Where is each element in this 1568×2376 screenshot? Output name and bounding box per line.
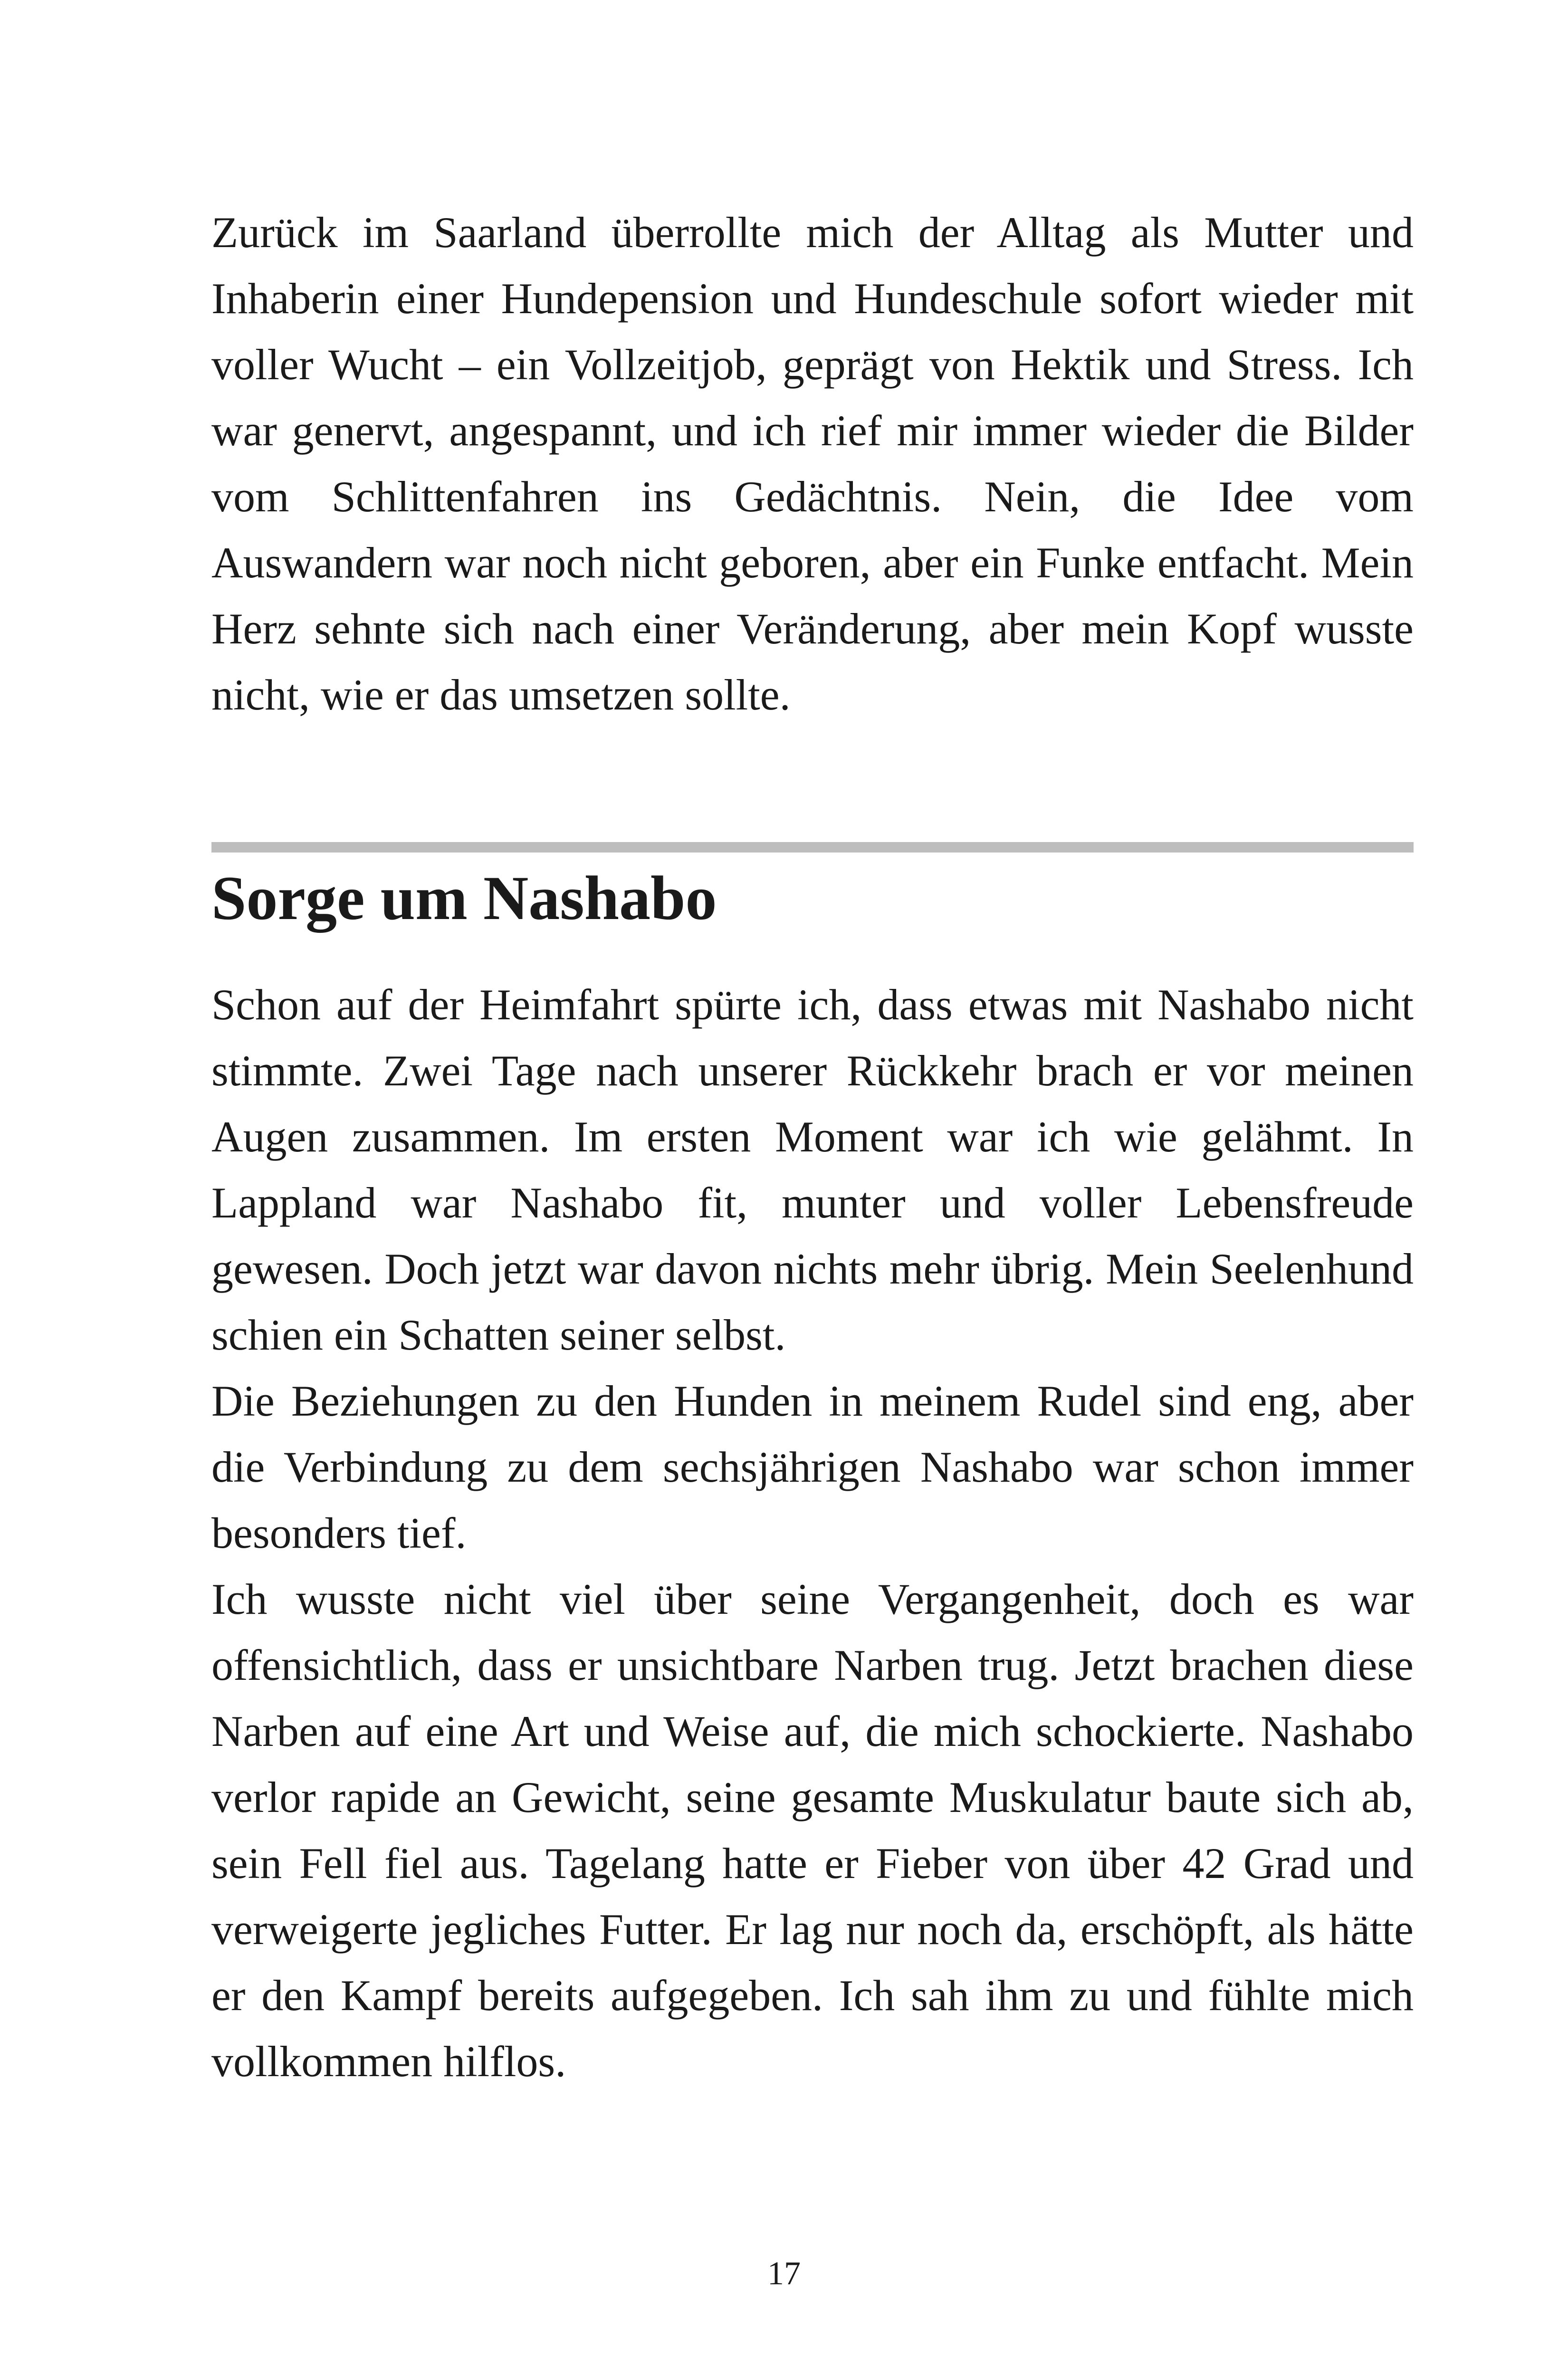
page-number: 17 — [767, 2255, 801, 2292]
section-paragraph-2: Die Beziehungen zu den Hunden in meinem Rudel sind eng, aber die Verbindung zu dem sechsjährigen Nashabo war schon immer besonders tief. — [211, 1377, 1414, 1557]
section-heading: Sorge um Nashabo — [211, 863, 717, 933]
section-paragraph-1: Schon auf der Heimfahrt spürte ich, dass etwas mit Nashabo nicht stimmte. Zwei Tage nach unserer Rückkehr brach er vor meinen Augen zusammen. Im ersten Moment war ich wie gelähmt. In Lappland war Nashabo fit, munter und voller Lebensfreude gewesen. Doch jetzt war davon nichts mehr übrig. Mein Seelenhund schien ein Schatten seiner selbst. — [211, 980, 1414, 1359]
section-divider-rule — [211, 842, 1414, 853]
intro-text-block — [211, 200, 1414, 728]
section-paragraph-3: Ich wusste nicht viel über seine Vergangenheit, doch es war offensichtlich, dass er unsichtbare Narben trug. Jetzt brachen diese Narben auf eine Art und Weise auf, die mich schockierte. Nashabo verlor rapide an Gewicht, seine gesamte Muskulatur baute sich ab, sein Fell fiel aus. Tagelang hatte er Fieber von über 42 Grad und verweigerte jegliches Futter. Er lag nur noch da, erschöpft, als hätte er den Kampf bereits aufgegeben. Ich sah ihm zu und fühlte mich vollkommen hilflos. — [211, 1575, 1414, 2086]
intro-paragraph: Zurück im Saarland überrollte mich der Alltag als Mutter und Inhaberin einer Hundepension und Hundeschule sofort wieder mit voller Wucht – ein Vollzeitjob, geprägt von Hektik und Stress. Ich war genervt, angespannt, und ich rief mir immer wieder die Bilder vom Schlittenfahren ins Gedächtnis. Nein, die Idee vom Auswandern war noch nicht geboren, aber ein Funke entfacht. Mein Herz sehnte sich nach einer Veränderung, aber mein Kopf wusste nicht, wie er das umsetzen sollte. — [211, 208, 1414, 719]
section-text-block — [211, 972, 1414, 2095]
